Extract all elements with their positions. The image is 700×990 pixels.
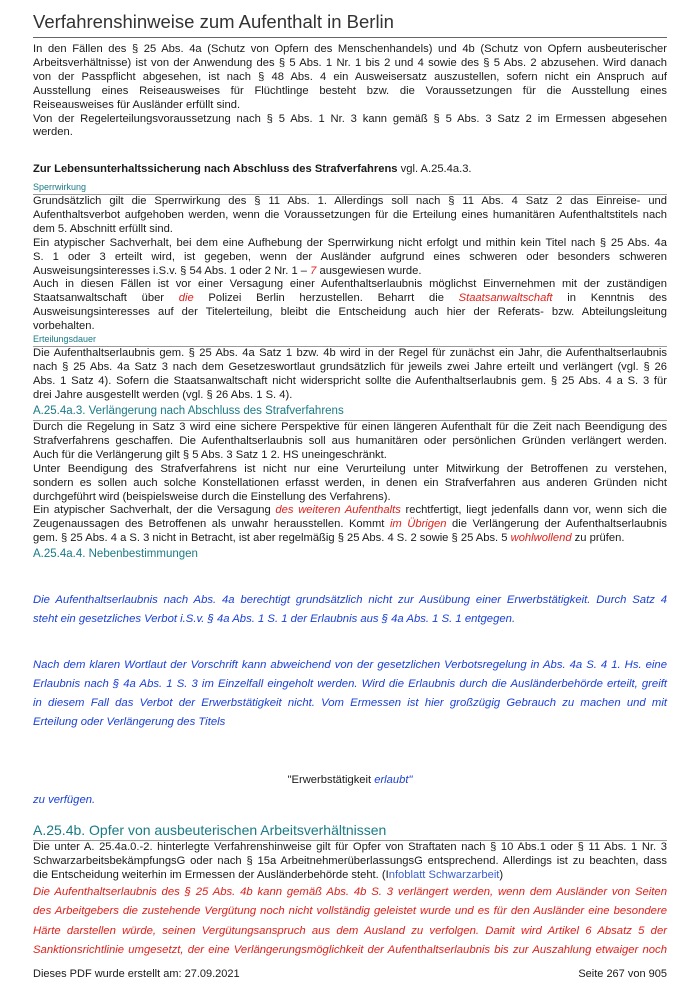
verlaengerung-line <box>33 504 667 518</box>
lebensunterhalt-heading <box>33 163 472 175</box>
text-run: Ein atypischer Sachverhalt, der die Versagung <box>33 504 276 517</box>
sperrwirkung-line: vorbehalten. <box>33 320 95 333</box>
erlaubt-quote <box>33 774 667 786</box>
text-run: ausgewiesen wurde. <box>316 264 422 277</box>
highlight-red: die <box>178 292 194 305</box>
infoblatt-schwarzarbeit-link[interactable]: nfoblatt Schwarzarbeit <box>388 868 500 881</box>
nebenbestimmungen-paragraph-2 <box>33 656 667 732</box>
erteilungsdauer-paragraph <box>33 347 667 403</box>
intro-paragraph <box>33 43 667 140</box>
sperrwirkung-line: Auch in diesen Fällen ist vor einer Versagung einer Aufenthaltserlaubnis möglichst Einvernehmen mit der zuständigen <box>33 278 667 291</box>
opfer-line: SchwarzarbeitsbekämpfungsG oder nach § 15a ArbeitnehmerüberlassungsG entsprechend. Allerdings ist zu beachten, dass <box>33 854 667 867</box>
highlight-red: des weiteren Aufenthalts <box>275 504 401 517</box>
highlight-red: 7 <box>310 264 317 277</box>
text-run: Ausweisungsinteresses i.S.v. § 54 Abs. 1 oder 2 Nr. 1 – <box>33 264 311 277</box>
opfer-red-paragraph <box>33 883 667 960</box>
opfer-red-line: Sanktionsrichtlinie umgesetzt, der eine Verlängerungsmöglichkeit der Aufenthaltserlaubnis bis zur Auszahlung etwaiger noch <box>33 943 667 956</box>
title-divider <box>33 37 667 38</box>
verlaengerung-heading: A.25.4a.3. Verlängerung nach Abschluss des Strafverfahrens <box>33 405 344 417</box>
text-run: Staatsanwaltschaft über <box>33 292 179 305</box>
nebenbestimmungen-line: Nach dem klaren Wortlaut der Vorschrift kann abweichend von der gesetzlichen Verbotsregelung in Abs. 4a S. 4 1. Hs. eine <box>33 659 667 671</box>
verlaengerung-line: sondern es sollen auch solche Konstellationen erfasst werden, in denen ein Strafverfahren aus anderen Gründen nicht <box>33 476 667 489</box>
sperrwirkung-line: S. 1 oder 3 erteilt wird, ist gegeben, wenn der Ausländer aufgrund eines schweren oder besonders schweren <box>33 250 667 263</box>
nebenbestimmungen-line: Die Aufenthaltserlaubnis nach Abs. 4a berechtigt grundsätzlich nicht zur Ausübung einer Erwerbstätigkeit. Durch Satz 4 <box>33 594 667 606</box>
intro-line: von der Passpflicht abgesehen, ist nach § 48 Abs. 4 ein Ausweisersatz auszustellen, sofern nicht ein Anspruch auf <box>33 70 667 83</box>
intro-line: Ausstellung eines Reiseausweises für Flüchtlinge besteht bzw. die Voraussetzungen für die Ausstellung eines <box>33 84 667 97</box>
intro-line: werden. <box>33 126 73 139</box>
erteilungsdauer-line: drei Jahre ausgestellt werden (vgl. § 26 Abs. 1 S. 4). <box>33 388 293 401</box>
sperrwirkung-line: dem 5. Abschnitt erfüllt sind. <box>33 222 173 235</box>
opfer-red-line: Die Aufenthaltserlaubnis des § 25 Abs. 4b kann gemäß Abs. 4b S. 3 verlängert werden, wenn dem Ausländer von Seiten <box>33 886 667 898</box>
text-run: "Erwerbstätigkeit <box>287 774 375 786</box>
nebenbestimmungen-line: in diesem Fall das Verbot der Erwerbstätigkeit nicht. Vom Ermessen ist hier großzügig Gebrauch zu machen und mit <box>33 697 667 709</box>
text-run: rechtfertigt, liegt jedenfalls dann vor, wenn sich die <box>400 504 667 517</box>
sperrwirkung-line: Aufenthaltsverbot aufgehoben werden, wenn die Voraussetzungen für die Erteilung eines humanitären Aufenthaltstitels nach <box>33 208 667 221</box>
opfer-paragraph <box>33 841 667 883</box>
verlaengerung-line <box>33 532 667 546</box>
erteilungsdauer-line: nach § 25 Abs. 4a Satz 3 nach dem Gesetzeswortlaut grundsätzlich für jeweils zwei Jahre erteilt und verlängert (vgl. § 26 <box>33 360 667 373</box>
intro-line: In den Fällen des § 25 Abs. 4a (Schutz von Opfern des Menschenhandels) und 4b (Schutz von Opfern ausbeuterischer <box>33 43 667 55</box>
sperrwirkung-paragraph <box>33 195 667 334</box>
intro-line: Von der Regelerteilungsvoraussetzung nach § 5 Abs. 1 Nr. 3 kann gemäß § 5 Abs. 3 Satz 2 im Ermessen abgesehen <box>33 112 667 125</box>
text-run: zu prüfen. <box>571 532 625 545</box>
sperrwirkung-line: Ein atypischer Sachverhalt, bei dem eine Aufhebung der Sperrwirkung nicht erfolgt und mithin kein Titel nach § 25 Abs. 4a <box>33 236 667 249</box>
sperrwirkung-label: Sperrwirkung <box>33 182 87 192</box>
text-run: Zeugenaussagen des Betroffenen als unwahr herausstellen. Kommt <box>33 518 390 531</box>
sperrwirkung-line <box>33 265 667 279</box>
text-run: Polizei Berlin herzustellen. Beharrt die <box>193 292 459 305</box>
verlaengerung-line: durchgeführt wird (beispielsweise durch die Einstellung des Verfahrens). <box>33 490 391 503</box>
intro-line: Reiseausweises für Ausländer erfüllt sind. <box>33 98 241 111</box>
highlight-red: im Übrigen <box>389 518 447 531</box>
text-run: in Kenntnis des <box>552 292 667 305</box>
nebenbestimmungen-line: Erlaubnis nach § 4a Abs. 1 S. 3 im Einzelfall eingeholt werden. Wird die Erlaubnis durch die Ausländerbehörde erteilt, greift <box>33 678 667 690</box>
nebenbestimmungen-paragraph-1 <box>33 591 667 629</box>
opfer-red-line: des Arbeitgebers die zustehende Vergütung noch nicht vollständig geleistet wurde und es für den Ausländer eine besondere <box>33 905 667 918</box>
nebenbestimmungen-heading: A.25.4a.4. Nebenbestimmungen <box>33 548 198 560</box>
erteilungsdauer-line: Abs. 1 Satz 4). Sofern die Staatsanwaltschaft nicht widerspricht sollte die Aufenthaltserlaubnis gem. § 25 Abs. 4 a S. 3 für <box>33 374 667 387</box>
opfer-red-line: Härte darstellen würde, seinen Vergütungsanspruch aus dem Ausland zu verfolgen. Damit wird Artikel 6 Absatz 5 der <box>33 924 667 937</box>
verlaengerung-line: Auch für die Verlängerung gilt § 5 Abs. 3 Satz 1 2. HS uneingeschränkt. <box>33 448 387 461</box>
nebenbestimmungen-line: steht ein gesetzliches Verbot i.S.v. § 4a Abs. 1 S. 1 der Erlaubnis aus § 4a Abs. 1 S. 1 entgegen. <box>33 613 516 625</box>
sperrwirkung-line <box>33 292 667 306</box>
erteilungsdauer-label: Erteilungsdauer <box>33 334 97 344</box>
highlight-blue: erlaubt" <box>374 774 413 786</box>
lebensunterhalt-ref: vgl. A.25.4a.3. <box>397 163 472 175</box>
nebenbestimmungen-line: Erteilung oder Verlängerung des Titels <box>33 716 226 728</box>
erteilungsdauer-line: Die Aufenthaltserlaubnis gem. § 25 Abs. 4a Satz 1 bzw. 4b wird in der Regel für zunächst ein Jahr, die Aufenthaltserlaubnis <box>33 347 667 359</box>
verlaengerung-line: Unter Beendigung des Strafverfahrens ist nicht nur eine Verurteilung unter Mitwirkung der Betroffenen zu verstehen, <box>33 462 667 475</box>
text-run: die Verlängerung der Aufenthaltserlaubnis <box>446 518 667 531</box>
footer-page-number: Seite 267 von 905 <box>578 968 667 980</box>
page-title: Verfahrenshinweise zum Aufenthalt in Berlin <box>33 11 394 32</box>
text-run: ) <box>499 868 504 881</box>
sperrwirkung-line: Grundsätzlich gilt die Sperrwirkung des § 11 Abs. 1. Allerdings soll nach § 11 Abs. 4 Satz 2 das Einreise- und <box>33 195 667 207</box>
opfer-heading: A.25.4b. Opfer von ausbeuterischen Arbeitsverhältnissen <box>33 822 387 838</box>
sperrwirkung-line: Ausweisungsinteresses auf der Titelerteilung, bleibt die Entscheidung auch hier der Referats- bzw. Abteilungsleitung <box>33 306 667 319</box>
highlight-red: Staatsanwaltschaft <box>458 292 553 305</box>
opfer-line <box>33 869 667 883</box>
verlaengerung-line: Durch die Regelung in Satz 3 wird eine sichere Perspektive für einen längeren Aufenthalt für die Zeit nach Beendigung des <box>33 421 667 433</box>
highlight-red: wohlwollend <box>510 532 572 545</box>
nebenbestimmungen-tail: zu verfügen. <box>33 794 96 806</box>
text-run: gem. § 25 Abs. 4 a S. 3 nicht in Betracht, ist aber regelmäßig § 25 Abs. 4 S. 2 sowie § 25 Abs. 5 <box>33 532 511 545</box>
text-run: die Entscheidung weiterhin im Ermessen der Ausländerbehörde steht. (I <box>33 868 389 881</box>
lebensunterhalt-heading-text: Zur Lebensunterhaltssicherung nach Abschluss des Strafverfahrens <box>33 163 398 175</box>
intro-line: Arbeitsverhältnisse) ist von der Anwendung des § 5 Abs. 1 Nr. 1 bis 2 und 4 sowie des § 5 Abs. 2 abzusehen. Wird danach <box>33 56 667 69</box>
verlaengerung-line: Strafverfahrens geschaffen. Die Aufenthaltserlaubnis soll aus humanitären oder persönlichen Gründen verlängert werden. <box>33 434 667 447</box>
opfer-line: Die unter A. 25.4a.0.-2. hinterlegte Verfahrenshinweise gilt für Opfer von Straftaten nach § 10 Abs.1 oder § 11 Abs. 1 Nr. 3 <box>33 841 667 853</box>
footer-created-date: Dieses PDF wurde erstellt am: 27.09.2021 <box>33 968 240 980</box>
verlaengerung-paragraph <box>33 421 667 546</box>
verlaengerung-line <box>33 518 667 532</box>
